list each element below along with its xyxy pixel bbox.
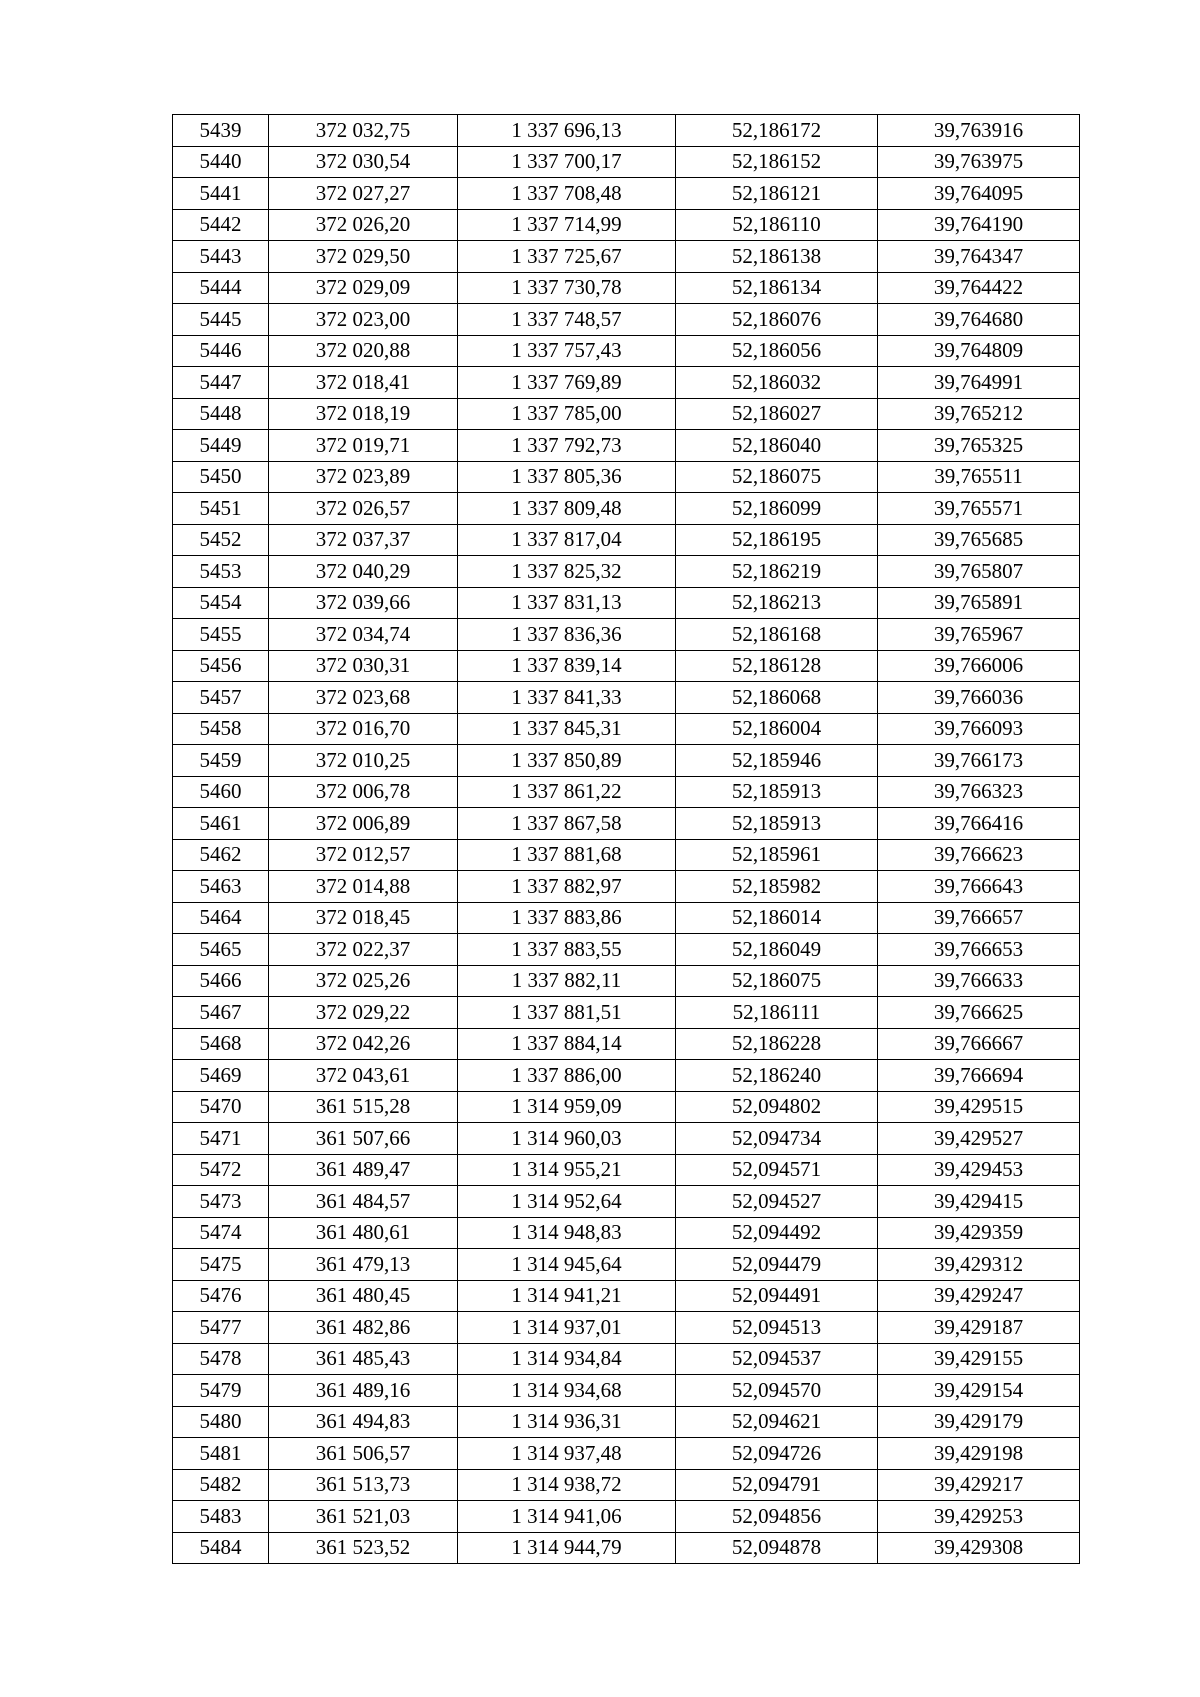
latitude-cell: 52,186049	[676, 934, 878, 966]
table-row	[173, 1375, 1080, 1407]
point-number-cell: 5457	[173, 682, 269, 714]
latitude-cell: 52,185913	[676, 776, 878, 808]
y-coordinate-cell: 1 314 941,06	[458, 1501, 676, 1533]
latitude-cell: 52,094878	[676, 1532, 878, 1564]
longitude-cell: 39,764680	[878, 304, 1080, 336]
point-number-cell: 5476	[173, 1280, 269, 1312]
table-row	[173, 1249, 1080, 1281]
longitude-cell: 39,766653	[878, 934, 1080, 966]
y-coordinate-cell: 1 314 937,01	[458, 1312, 676, 1344]
longitude-cell: 39,766416	[878, 808, 1080, 840]
point-number-cell: 5458	[173, 713, 269, 745]
point-number-cell: 5484	[173, 1532, 269, 1564]
table-row	[173, 745, 1080, 777]
table-row	[173, 1438, 1080, 1470]
table-row	[173, 1406, 1080, 1438]
y-coordinate-cell: 1 337 882,97	[458, 871, 676, 903]
table-row	[173, 1501, 1080, 1533]
x-coordinate-cell: 372 012,57	[269, 839, 458, 871]
table-row	[173, 398, 1080, 430]
longitude-cell: 39,429198	[878, 1438, 1080, 1470]
longitude-cell: 39,765325	[878, 430, 1080, 462]
longitude-cell: 39,765685	[878, 524, 1080, 556]
x-coordinate-cell: 361 480,45	[269, 1280, 458, 1312]
table-row	[173, 493, 1080, 525]
coordinates-table-body	[173, 115, 1080, 1564]
y-coordinate-cell: 1 337 809,48	[458, 493, 676, 525]
y-coordinate-cell: 1 337 700,17	[458, 146, 676, 178]
table-row	[173, 902, 1080, 934]
longitude-cell: 39,429154	[878, 1375, 1080, 1407]
table-row	[173, 713, 1080, 745]
table-row	[173, 272, 1080, 304]
latitude-cell: 52,185913	[676, 808, 878, 840]
x-coordinate-cell: 372 010,25	[269, 745, 458, 777]
longitude-cell: 39,765212	[878, 398, 1080, 430]
table-row	[173, 304, 1080, 336]
latitude-cell: 52,094791	[676, 1469, 878, 1501]
longitude-cell: 39,764190	[878, 209, 1080, 241]
point-number-cell: 5470	[173, 1091, 269, 1123]
latitude-cell: 52,186219	[676, 556, 878, 588]
point-number-cell: 5455	[173, 619, 269, 651]
x-coordinate-cell: 372 027,27	[269, 178, 458, 210]
y-coordinate-cell: 1 337 785,00	[458, 398, 676, 430]
longitude-cell: 39,766006	[878, 650, 1080, 682]
longitude-cell: 39,764095	[878, 178, 1080, 210]
latitude-cell: 52,094537	[676, 1343, 878, 1375]
y-coordinate-cell: 1 314 952,64	[458, 1186, 676, 1218]
point-number-cell: 5472	[173, 1154, 269, 1186]
table-row	[173, 146, 1080, 178]
x-coordinate-cell: 361 480,61	[269, 1217, 458, 1249]
latitude-cell: 52,094492	[676, 1217, 878, 1249]
latitude-cell: 52,094491	[676, 1280, 878, 1312]
longitude-cell: 39,429515	[878, 1091, 1080, 1123]
longitude-cell: 39,429453	[878, 1154, 1080, 1186]
longitude-cell: 39,766633	[878, 965, 1080, 997]
point-number-cell: 5439	[173, 115, 269, 147]
longitude-cell: 39,429217	[878, 1469, 1080, 1501]
y-coordinate-cell: 1 337 884,14	[458, 1028, 676, 1060]
latitude-cell: 52,186068	[676, 682, 878, 714]
x-coordinate-cell: 361 515,28	[269, 1091, 458, 1123]
point-number-cell: 5479	[173, 1375, 269, 1407]
x-coordinate-cell: 361 489,47	[269, 1154, 458, 1186]
longitude-cell: 39,764422	[878, 272, 1080, 304]
longitude-cell: 39,766623	[878, 839, 1080, 871]
table-row	[173, 524, 1080, 556]
y-coordinate-cell: 1 337 841,33	[458, 682, 676, 714]
x-coordinate-cell: 372 037,37	[269, 524, 458, 556]
table-row	[173, 115, 1080, 147]
point-number-cell: 5466	[173, 965, 269, 997]
y-coordinate-cell: 1 337 825,32	[458, 556, 676, 588]
x-coordinate-cell: 372 029,50	[269, 241, 458, 273]
latitude-cell: 52,186213	[676, 587, 878, 619]
x-coordinate-cell: 361 482,86	[269, 1312, 458, 1344]
table-row	[173, 1154, 1080, 1186]
point-number-cell: 5481	[173, 1438, 269, 1470]
table-row	[173, 461, 1080, 493]
table-row	[173, 682, 1080, 714]
x-coordinate-cell: 372 025,26	[269, 965, 458, 997]
longitude-cell: 39,429155	[878, 1343, 1080, 1375]
x-coordinate-cell: 372 040,29	[269, 556, 458, 588]
y-coordinate-cell: 1 314 948,83	[458, 1217, 676, 1249]
table-row	[173, 997, 1080, 1029]
x-coordinate-cell: 372 016,70	[269, 713, 458, 745]
latitude-cell: 52,186099	[676, 493, 878, 525]
latitude-cell: 52,186014	[676, 902, 878, 934]
y-coordinate-cell: 1 314 959,09	[458, 1091, 676, 1123]
point-number-cell: 5447	[173, 367, 269, 399]
point-number-cell: 5456	[173, 650, 269, 682]
x-coordinate-cell: 372 022,37	[269, 934, 458, 966]
point-number-cell: 5477	[173, 1312, 269, 1344]
latitude-cell: 52,094726	[676, 1438, 878, 1470]
y-coordinate-cell: 1 337 769,89	[458, 367, 676, 399]
y-coordinate-cell: 1 314 934,84	[458, 1343, 676, 1375]
table-row	[173, 1312, 1080, 1344]
table-row	[173, 241, 1080, 273]
x-coordinate-cell: 361 479,13	[269, 1249, 458, 1281]
point-number-cell: 5448	[173, 398, 269, 430]
longitude-cell: 39,764991	[878, 367, 1080, 399]
y-coordinate-cell: 1 337 850,89	[458, 745, 676, 777]
latitude-cell: 52,186004	[676, 713, 878, 745]
table-row	[173, 1186, 1080, 1218]
point-number-cell: 5467	[173, 997, 269, 1029]
y-coordinate-cell: 1 314 941,21	[458, 1280, 676, 1312]
point-number-cell: 5475	[173, 1249, 269, 1281]
latitude-cell: 52,094802	[676, 1091, 878, 1123]
y-coordinate-cell: 1 337 881,68	[458, 839, 676, 871]
y-coordinate-cell: 1 337 845,31	[458, 713, 676, 745]
point-number-cell: 5474	[173, 1217, 269, 1249]
longitude-cell: 39,429527	[878, 1123, 1080, 1155]
x-coordinate-cell: 361 489,16	[269, 1375, 458, 1407]
y-coordinate-cell: 1 337 883,86	[458, 902, 676, 934]
point-number-cell: 5461	[173, 808, 269, 840]
table-row	[173, 776, 1080, 808]
y-coordinate-cell: 1 314 960,03	[458, 1123, 676, 1155]
latitude-cell: 52,185982	[676, 871, 878, 903]
table-row	[173, 1532, 1080, 1564]
longitude-cell: 39,429415	[878, 1186, 1080, 1218]
y-coordinate-cell: 1 314 934,68	[458, 1375, 676, 1407]
latitude-cell: 52,186040	[676, 430, 878, 462]
latitude-cell: 52,094513	[676, 1312, 878, 1344]
table-row	[173, 1028, 1080, 1060]
x-coordinate-cell: 372 018,41	[269, 367, 458, 399]
point-number-cell: 5453	[173, 556, 269, 588]
y-coordinate-cell: 1 337 882,11	[458, 965, 676, 997]
point-number-cell: 5464	[173, 902, 269, 934]
latitude-cell: 52,186111	[676, 997, 878, 1029]
longitude-cell: 39,766657	[878, 902, 1080, 934]
table-row	[173, 1469, 1080, 1501]
point-number-cell: 5480	[173, 1406, 269, 1438]
x-coordinate-cell: 361 484,57	[269, 1186, 458, 1218]
y-coordinate-cell: 1 337 839,14	[458, 650, 676, 682]
point-number-cell: 5445	[173, 304, 269, 336]
x-coordinate-cell: 372 026,57	[269, 493, 458, 525]
latitude-cell: 52,186056	[676, 335, 878, 367]
longitude-cell: 39,766643	[878, 871, 1080, 903]
x-coordinate-cell: 372 018,45	[269, 902, 458, 934]
point-number-cell: 5452	[173, 524, 269, 556]
x-coordinate-cell: 361 494,83	[269, 1406, 458, 1438]
y-coordinate-cell: 1 337 708,48	[458, 178, 676, 210]
y-coordinate-cell: 1 337 831,13	[458, 587, 676, 619]
point-number-cell: 5451	[173, 493, 269, 525]
y-coordinate-cell: 1 337 792,73	[458, 430, 676, 462]
longitude-cell: 39,763916	[878, 115, 1080, 147]
x-coordinate-cell: 372 032,75	[269, 115, 458, 147]
latitude-cell: 52,094570	[676, 1375, 878, 1407]
table-row	[173, 871, 1080, 903]
x-coordinate-cell: 372 023,89	[269, 461, 458, 493]
x-coordinate-cell: 372 029,09	[269, 272, 458, 304]
longitude-cell: 39,429247	[878, 1280, 1080, 1312]
y-coordinate-cell: 1 337 836,36	[458, 619, 676, 651]
x-coordinate-cell: 372 043,61	[269, 1060, 458, 1092]
longitude-cell: 39,765967	[878, 619, 1080, 651]
y-coordinate-cell: 1 337 805,36	[458, 461, 676, 493]
point-number-cell: 5454	[173, 587, 269, 619]
y-coordinate-cell: 1 337 886,00	[458, 1060, 676, 1092]
latitude-cell: 52,186075	[676, 461, 878, 493]
latitude-cell: 52,094621	[676, 1406, 878, 1438]
x-coordinate-cell: 361 485,43	[269, 1343, 458, 1375]
x-coordinate-cell: 361 523,52	[269, 1532, 458, 1564]
latitude-cell: 52,186027	[676, 398, 878, 430]
x-coordinate-cell: 361 506,57	[269, 1438, 458, 1470]
latitude-cell: 52,185961	[676, 839, 878, 871]
point-number-cell: 5465	[173, 934, 269, 966]
x-coordinate-cell: 372 023,68	[269, 682, 458, 714]
x-coordinate-cell: 372 014,88	[269, 871, 458, 903]
longitude-cell: 39,765571	[878, 493, 1080, 525]
x-coordinate-cell: 372 039,66	[269, 587, 458, 619]
longitude-cell: 39,764809	[878, 335, 1080, 367]
latitude-cell: 52,185946	[676, 745, 878, 777]
point-number-cell: 5440	[173, 146, 269, 178]
table-row	[173, 430, 1080, 462]
y-coordinate-cell: 1 314 937,48	[458, 1438, 676, 1470]
point-number-cell: 5444	[173, 272, 269, 304]
point-number-cell: 5482	[173, 1469, 269, 1501]
latitude-cell: 52,186032	[676, 367, 878, 399]
latitude-cell: 52,186228	[676, 1028, 878, 1060]
point-number-cell: 5442	[173, 209, 269, 241]
table-row	[173, 839, 1080, 871]
y-coordinate-cell: 1 337 748,57	[458, 304, 676, 336]
y-coordinate-cell: 1 337 861,22	[458, 776, 676, 808]
longitude-cell: 39,429179	[878, 1406, 1080, 1438]
table-row	[173, 808, 1080, 840]
longitude-cell: 39,766694	[878, 1060, 1080, 1092]
latitude-cell: 52,186075	[676, 965, 878, 997]
latitude-cell: 52,094734	[676, 1123, 878, 1155]
latitude-cell: 52,186076	[676, 304, 878, 336]
table-row	[173, 335, 1080, 367]
longitude-cell: 39,766625	[878, 997, 1080, 1029]
latitude-cell: 52,094856	[676, 1501, 878, 1533]
y-coordinate-cell: 1 337 881,51	[458, 997, 676, 1029]
y-coordinate-cell: 1 337 883,55	[458, 934, 676, 966]
y-coordinate-cell: 1 337 730,78	[458, 272, 676, 304]
x-coordinate-cell: 372 018,19	[269, 398, 458, 430]
table-row	[173, 1060, 1080, 1092]
latitude-cell: 52,186152	[676, 146, 878, 178]
latitude-cell: 52,186134	[676, 272, 878, 304]
table-row	[173, 178, 1080, 210]
x-coordinate-cell: 372 029,22	[269, 997, 458, 1029]
x-coordinate-cell: 372 034,74	[269, 619, 458, 651]
table-row	[173, 934, 1080, 966]
latitude-cell: 52,186138	[676, 241, 878, 273]
table-row	[173, 587, 1080, 619]
x-coordinate-cell: 372 019,71	[269, 430, 458, 462]
longitude-cell: 39,766093	[878, 713, 1080, 745]
point-number-cell: 5446	[173, 335, 269, 367]
point-number-cell: 5478	[173, 1343, 269, 1375]
x-coordinate-cell: 372 020,88	[269, 335, 458, 367]
x-coordinate-cell: 372 030,31	[269, 650, 458, 682]
x-coordinate-cell: 372 023,00	[269, 304, 458, 336]
y-coordinate-cell: 1 314 938,72	[458, 1469, 676, 1501]
y-coordinate-cell: 1 314 945,64	[458, 1249, 676, 1281]
x-coordinate-cell: 372 006,89	[269, 808, 458, 840]
table-row	[173, 1343, 1080, 1375]
latitude-cell: 52,186172	[676, 115, 878, 147]
point-number-cell: 5460	[173, 776, 269, 808]
point-number-cell: 5463	[173, 871, 269, 903]
point-number-cell: 5468	[173, 1028, 269, 1060]
point-number-cell: 5450	[173, 461, 269, 493]
longitude-cell: 39,765807	[878, 556, 1080, 588]
latitude-cell: 52,186121	[676, 178, 878, 210]
latitude-cell: 52,094527	[676, 1186, 878, 1218]
y-coordinate-cell: 1 337 725,67	[458, 241, 676, 273]
table-row	[173, 1123, 1080, 1155]
longitude-cell: 39,764347	[878, 241, 1080, 273]
longitude-cell: 39,763975	[878, 146, 1080, 178]
coordinates-table	[172, 114, 1080, 1564]
table-row	[173, 619, 1080, 651]
longitude-cell: 39,766667	[878, 1028, 1080, 1060]
y-coordinate-cell: 1 314 944,79	[458, 1532, 676, 1564]
table-row	[173, 367, 1080, 399]
longitude-cell: 39,765511	[878, 461, 1080, 493]
longitude-cell: 39,429187	[878, 1312, 1080, 1344]
x-coordinate-cell: 372 042,26	[269, 1028, 458, 1060]
table-row	[173, 1280, 1080, 1312]
longitude-cell: 39,766173	[878, 745, 1080, 777]
x-coordinate-cell: 372 026,20	[269, 209, 458, 241]
table-row	[173, 556, 1080, 588]
point-number-cell: 5459	[173, 745, 269, 777]
latitude-cell: 52,186110	[676, 209, 878, 241]
point-number-cell: 5441	[173, 178, 269, 210]
latitude-cell: 52,186168	[676, 619, 878, 651]
x-coordinate-cell: 372 030,54	[269, 146, 458, 178]
latitude-cell: 52,186128	[676, 650, 878, 682]
longitude-cell: 39,429253	[878, 1501, 1080, 1533]
longitude-cell: 39,766036	[878, 682, 1080, 714]
latitude-cell: 52,094479	[676, 1249, 878, 1281]
point-number-cell: 5483	[173, 1501, 269, 1533]
latitude-cell: 52,186195	[676, 524, 878, 556]
longitude-cell: 39,429312	[878, 1249, 1080, 1281]
y-coordinate-cell: 1 337 867,58	[458, 808, 676, 840]
point-number-cell: 5469	[173, 1060, 269, 1092]
y-coordinate-cell: 1 314 955,21	[458, 1154, 676, 1186]
table-row	[173, 209, 1080, 241]
y-coordinate-cell: 1 337 714,99	[458, 209, 676, 241]
point-number-cell: 5449	[173, 430, 269, 462]
table-row	[173, 1217, 1080, 1249]
longitude-cell: 39,429359	[878, 1217, 1080, 1249]
y-coordinate-cell: 1 337 757,43	[458, 335, 676, 367]
latitude-cell: 52,186240	[676, 1060, 878, 1092]
table-row	[173, 1091, 1080, 1123]
x-coordinate-cell: 361 513,73	[269, 1469, 458, 1501]
y-coordinate-cell: 1 337 696,13	[458, 115, 676, 147]
point-number-cell: 5473	[173, 1186, 269, 1218]
latitude-cell: 52,094571	[676, 1154, 878, 1186]
table-row	[173, 965, 1080, 997]
y-coordinate-cell: 1 314 936,31	[458, 1406, 676, 1438]
point-number-cell: 5462	[173, 839, 269, 871]
x-coordinate-cell: 361 507,66	[269, 1123, 458, 1155]
table-row	[173, 650, 1080, 682]
point-number-cell: 5471	[173, 1123, 269, 1155]
x-coordinate-cell: 372 006,78	[269, 776, 458, 808]
point-number-cell: 5443	[173, 241, 269, 273]
x-coordinate-cell: 361 521,03	[269, 1501, 458, 1533]
y-coordinate-cell: 1 337 817,04	[458, 524, 676, 556]
longitude-cell: 39,429308	[878, 1532, 1080, 1564]
longitude-cell: 39,765891	[878, 587, 1080, 619]
longitude-cell: 39,766323	[878, 776, 1080, 808]
